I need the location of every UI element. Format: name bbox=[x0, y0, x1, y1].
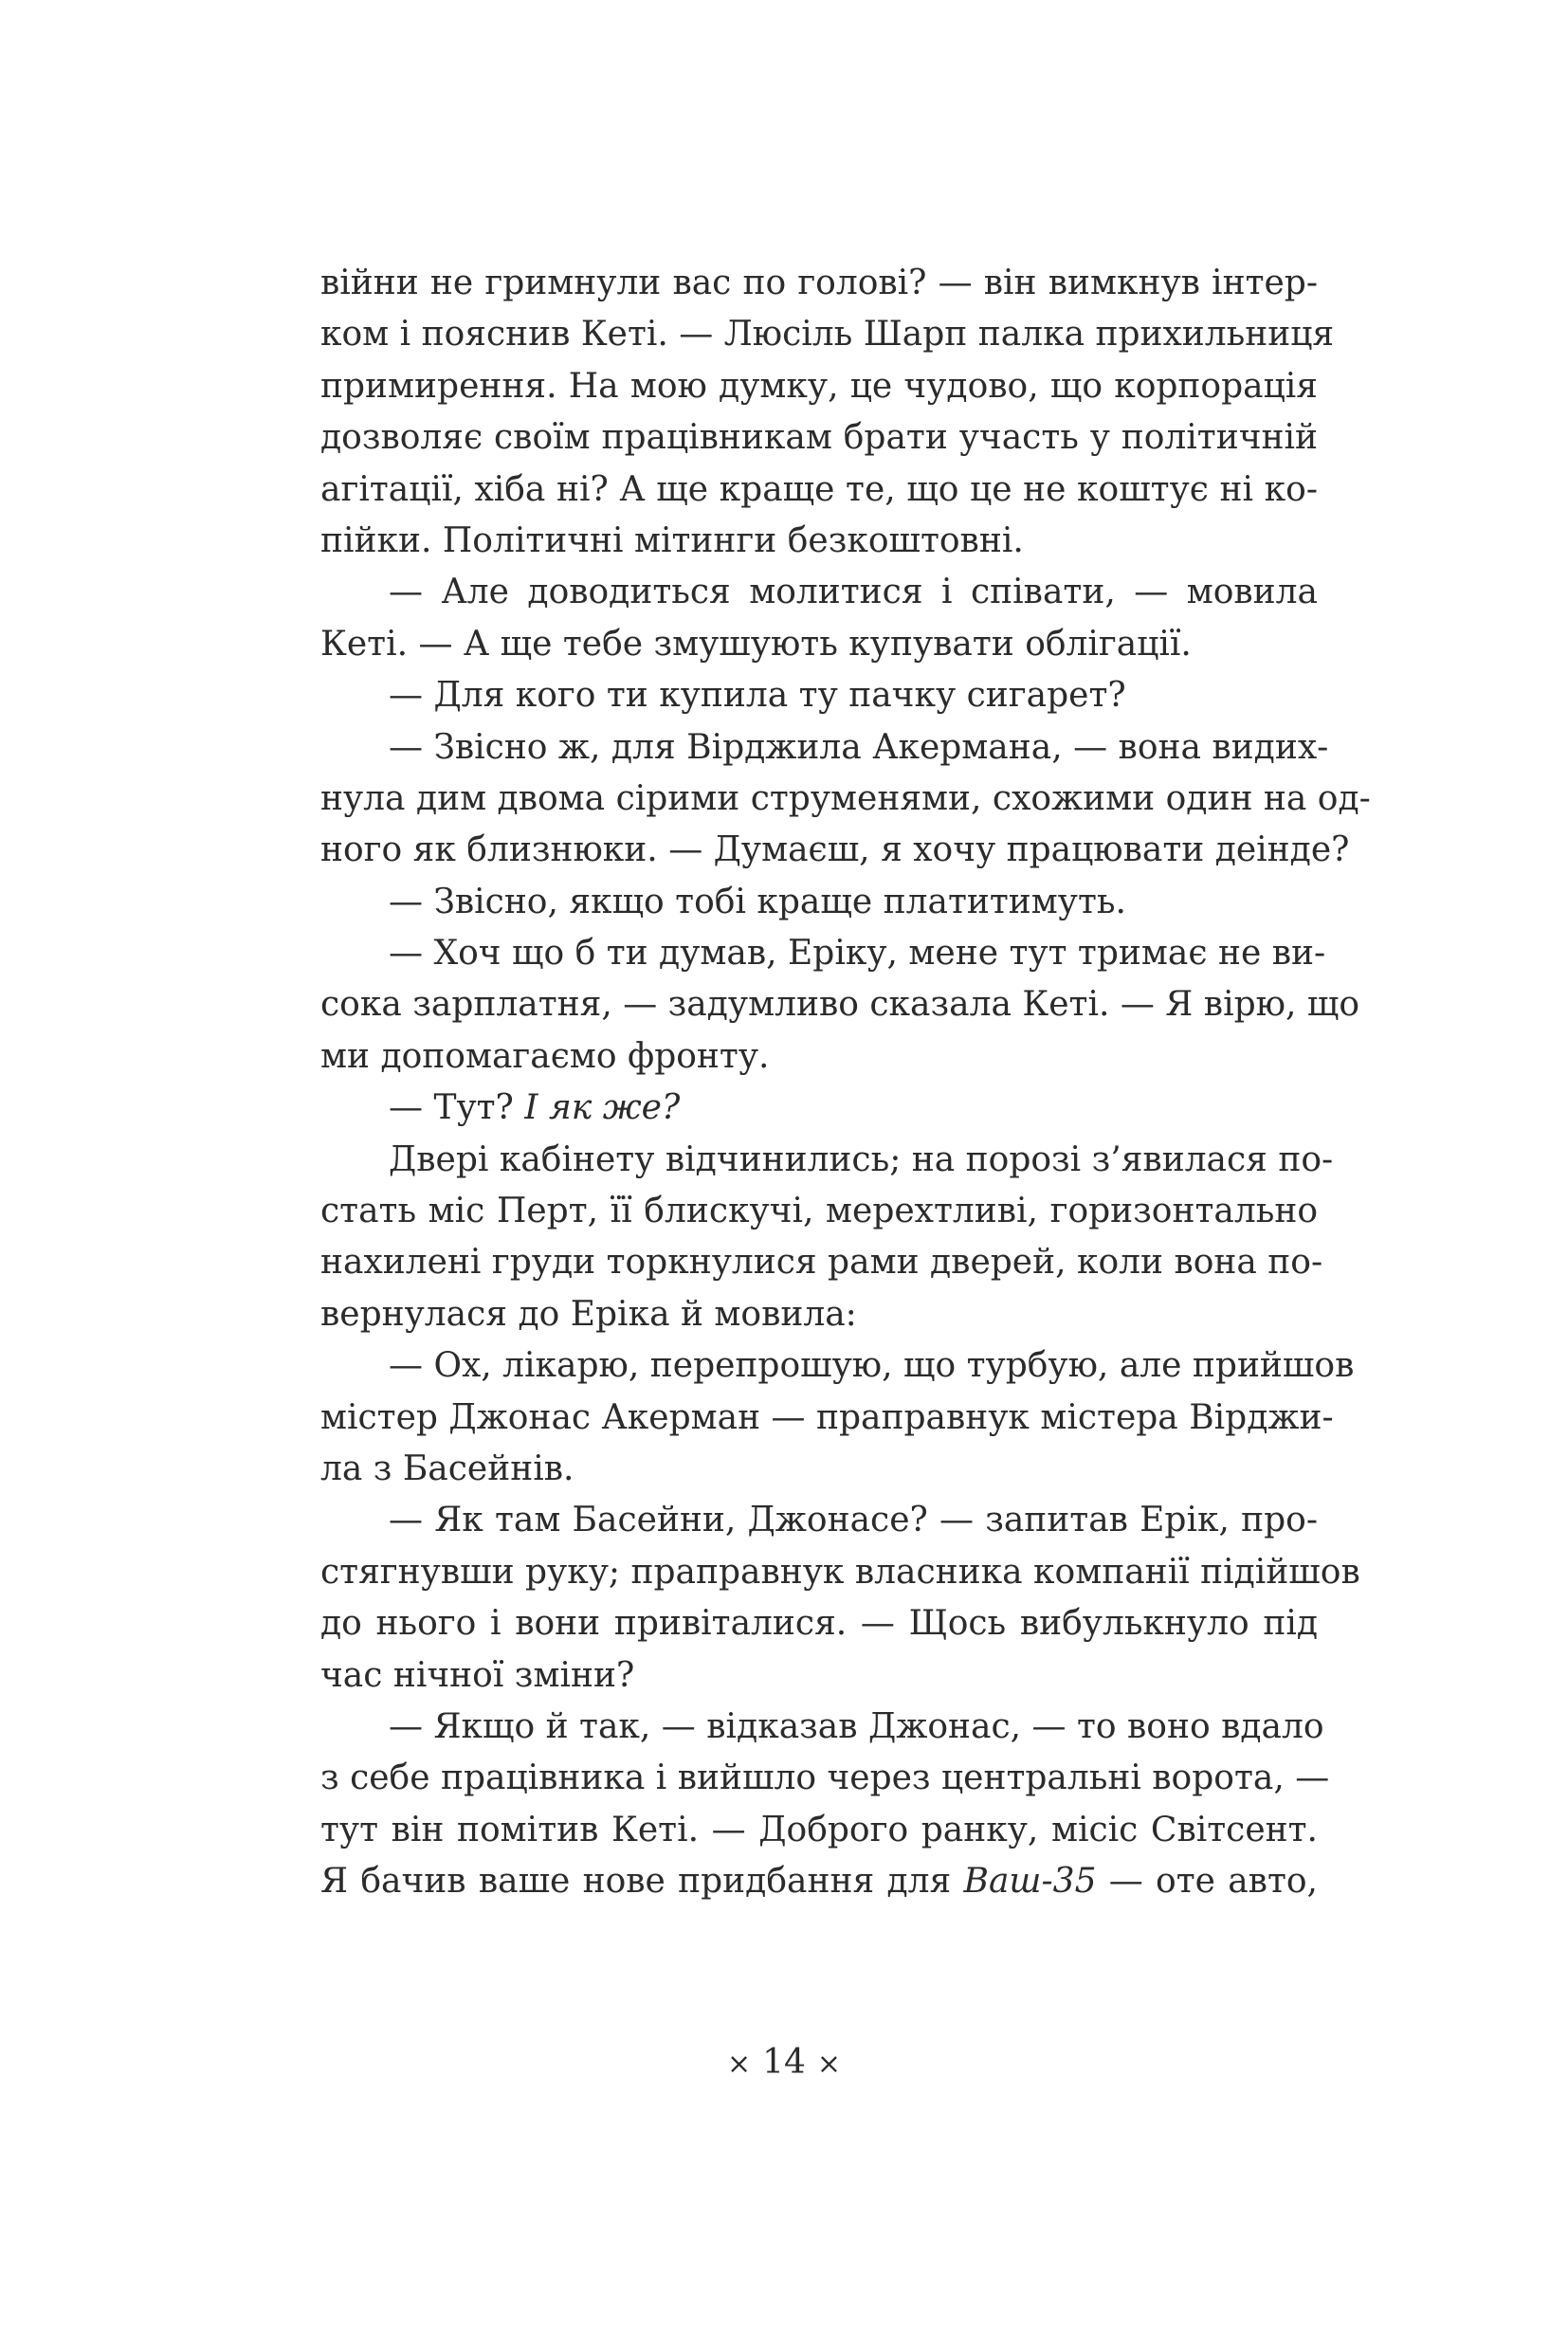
text-line-start: — Тут? bbox=[389, 1088, 525, 1128]
text-line: агітації, хіба ні? А ще краще те, що це не коштує ні ко- bbox=[320, 469, 1318, 509]
page-footer bbox=[0, 2043, 1568, 2082]
text-line: містер Джонас Акерман — праправнук містера Вірджи- bbox=[320, 1397, 1334, 1437]
ornament-left: × bbox=[726, 2048, 752, 2081]
text-line: пійки. Політичні мітинги безкоштовні. bbox=[320, 520, 1024, 560]
text-line: Кеті. — А ще тебе змушують купувати облігації. bbox=[320, 624, 1192, 664]
ornament-right: × bbox=[816, 2048, 842, 2081]
text-line: нула дим двома сірими струменями, схожими один на од- bbox=[320, 778, 1371, 818]
text-line: нахилені груди торкнулися рами дверей, коли вона по- bbox=[320, 1243, 1323, 1283]
text-line: стягнувши руку; праправнук власника компанії підійшов bbox=[320, 1552, 1360, 1592]
text-line: — Якщо й так, — відказав Джонас, — то воно вдало bbox=[389, 1706, 1324, 1746]
text-line: ла з Басейнів. bbox=[320, 1448, 574, 1488]
text-line: ного як близнюки. — Думаєш, я хочу працювати деінде? bbox=[320, 830, 1350, 870]
text-line-start: Я бачив ваше нове придбання для bbox=[320, 1862, 964, 1902]
text-line: сока зарплатня, — задумливо сказала Кеті. — Я вірю, що bbox=[320, 985, 1359, 1025]
text-line: — Ох, лікарю, перепрошую, що турбую, але прийшов bbox=[389, 1346, 1355, 1386]
text-line: тут він помітив Кеті. — Доброго ранку, місіс Світсент. bbox=[320, 1810, 1318, 1849]
italic-phrase: Ваш-35 bbox=[963, 1862, 1097, 1902]
text-line: — Звісно, якщо тобі краще платитимуть. bbox=[389, 882, 1126, 921]
text-line: — Як там Басейни, Джонасе? — запитав Ерік, про- bbox=[389, 1501, 1318, 1540]
text-line: — Але доводиться молитися і співати, — мовила bbox=[389, 573, 1318, 612]
body-text bbox=[320, 258, 1371, 1908]
text-line: війни не гримнули вас по голові? — він вимкнув інтер- bbox=[320, 264, 1318, 302]
text-line: дозволяє своїм працівникам брати участь у політичній bbox=[320, 418, 1318, 458]
page-number: 14 bbox=[762, 2043, 806, 2082]
text-line: ком і пояснив Кеті. — Люсіль Шарп палка прихильниця bbox=[320, 315, 1335, 355]
italic-phrase: І як же? bbox=[524, 1088, 681, 1128]
text-line bbox=[320, 1083, 1318, 1134]
text-line: — Для кого ти купила ту пачку сигарет? bbox=[389, 676, 1126, 716]
text-line: ми допомагаємо фронту. bbox=[320, 1036, 770, 1076]
text-line: вернулася до Еріка й мовила: bbox=[320, 1294, 857, 1334]
text-line: до нього і вони привіталися. — Щось вибулькнуло під bbox=[320, 1604, 1318, 1644]
text-line: Двері кабінету відчинились; на порозі з’явилася по- bbox=[389, 1139, 1334, 1179]
text-line: з себе працівника і вийшло через центральні ворота, — bbox=[320, 1758, 1330, 1798]
text-line: — Хоч що б ти думав, Еріку, мене тут тримає не ви- bbox=[389, 934, 1326, 974]
text-line: — Звісно ж, для Вірджила Акермана, — вона видих- bbox=[389, 727, 1329, 767]
text-line: час нічної зміни? bbox=[320, 1655, 635, 1695]
text-line: стать міс Перт, її блискучі, мерехтливі, горизонтально bbox=[320, 1192, 1318, 1231]
text-line bbox=[320, 1856, 1318, 1907]
text-line: примирення. На мою думку, це чудово, що корпорація bbox=[320, 366, 1318, 406]
text-line-end: — оте авто, bbox=[1096, 1862, 1318, 1902]
